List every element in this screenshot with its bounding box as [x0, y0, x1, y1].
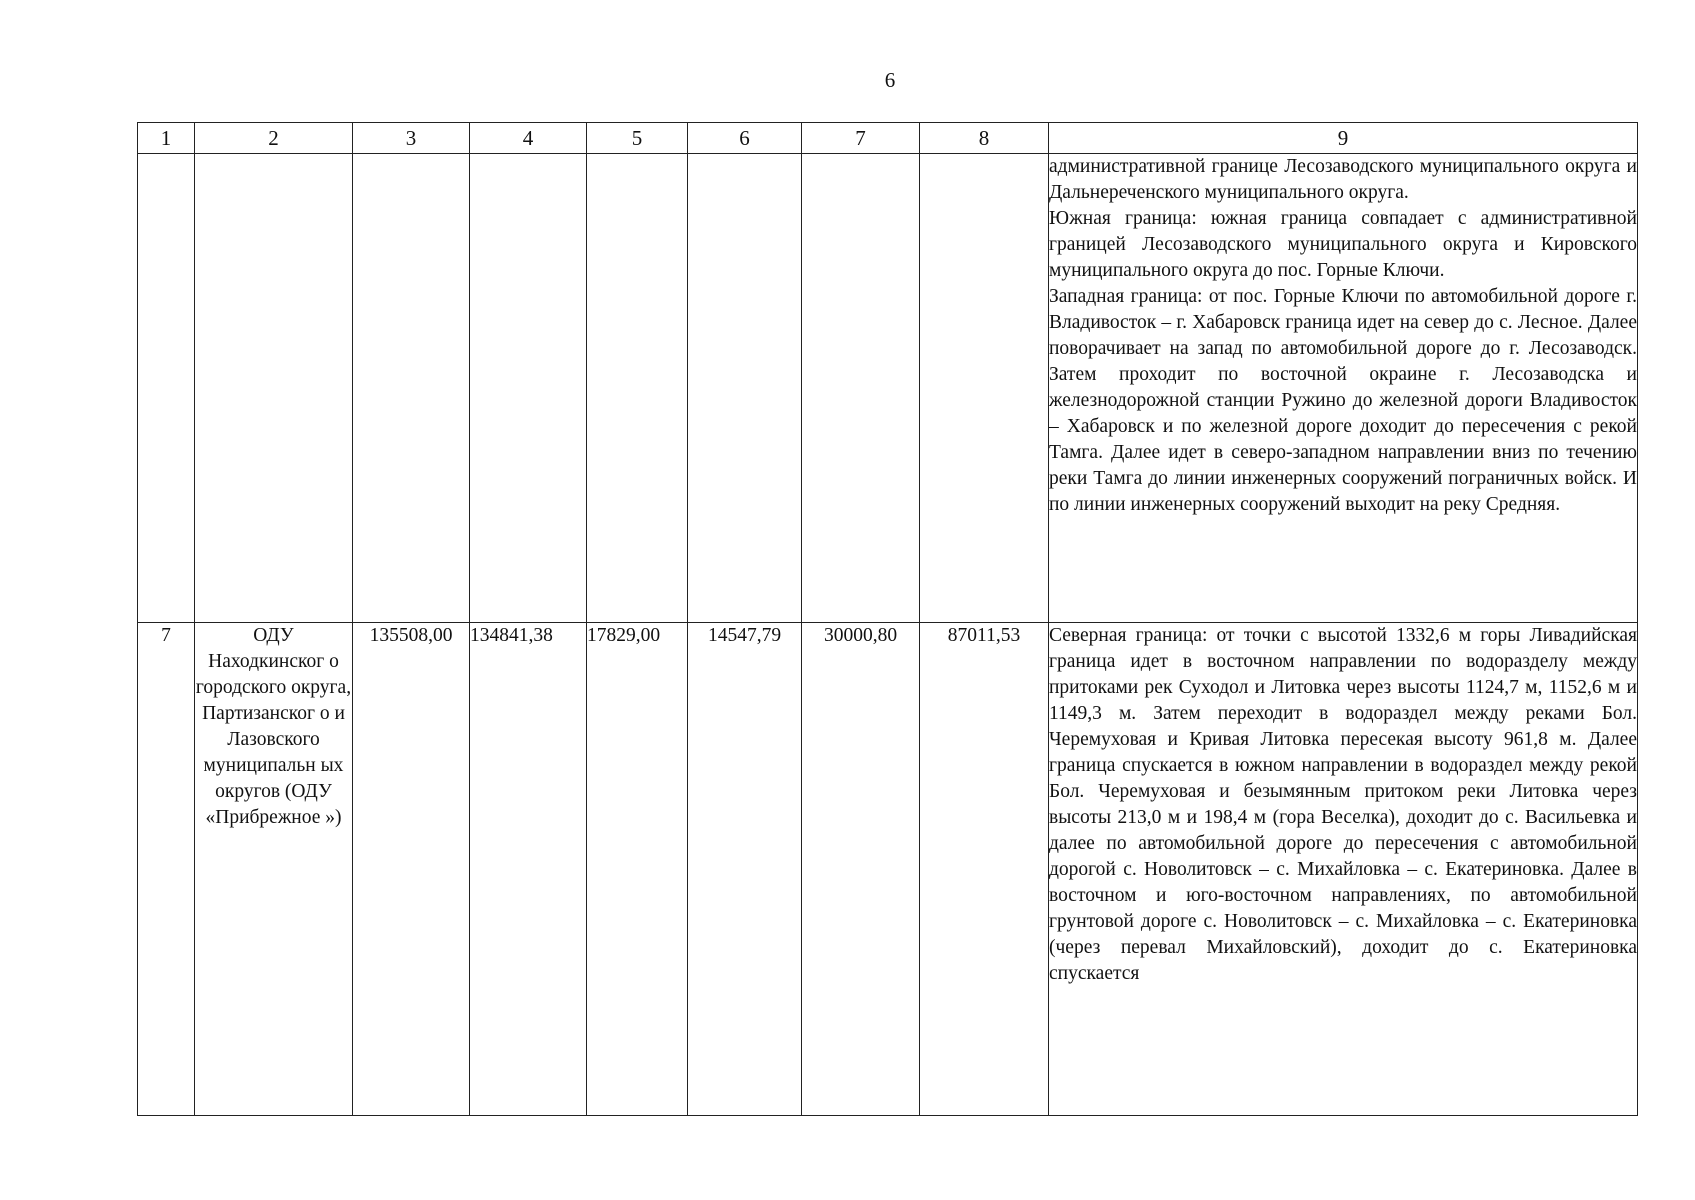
header-cell: 6	[688, 123, 802, 154]
value-cell	[470, 154, 587, 623]
boundary-description-cell	[1049, 154, 1638, 623]
value-cell	[353, 154, 470, 623]
boundary-description-cell	[1049, 623, 1638, 1116]
value-cell	[587, 154, 688, 623]
row-number-cell	[138, 154, 195, 623]
area-name-cell	[195, 154, 353, 623]
value-cell: 17829,00	[587, 623, 688, 1116]
value-cell: 30000,80	[802, 623, 920, 1116]
header-cell: 9	[1049, 123, 1638, 154]
boundary-paragraph: административной границе Лесозаводского муниципального округа и Дальнереченского муниципального округа.	[1049, 156, 1637, 203]
header-cell: 5	[587, 123, 688, 154]
table-row	[138, 623, 1638, 1116]
value-cell: 14547,79	[688, 623, 802, 1116]
page-number: 6	[884, 68, 896, 92]
value-cell: 87011,53	[920, 623, 1049, 1116]
row-number-cell: 7	[138, 623, 195, 1116]
west-boundary-paragraph: Западная граница: от пос. Горные Ключи по автомобильной дороге г. Владивосток – г. Хабаровск граница идет на север до с. Лесное. Далее поворачивает на запад по автомобильной дороге до г. Лесозаводск. Затем проходит по восточной окраине г. Лесозаводска и железнодорожной станции Ружино до железной дороги Владивосток – Хабаровск и по железной дороге доходит до пересечения с рекой Тамга. Далее идет в северо-западном направлении вниз по течению реки Тамга до линии инженерных сооружений пограничных войск. И по линии инженерных сооружений выходит на реку Средняя.	[1049, 286, 1637, 515]
table-row	[138, 154, 1638, 623]
header-row	[138, 123, 1638, 154]
header-cell: 4	[470, 123, 587, 154]
header-cell: 3	[353, 123, 470, 154]
value-cell	[802, 154, 920, 623]
header-cell: 8	[920, 123, 1049, 154]
north-boundary-paragraph: Северная граница: от точки с высотой 1332,6 м горы Ливадийская граница идет в восточном направлении по водоразделу между притоками рек Суходол и Литовка через высоты 1124,7 м, 1152,6 м и 1149,3 м. Затем переходит в водораздел между реками Бол. Черемуховая и Кривая Литовка пересекая высоту 961,8 м. Далее граница спускается в южном направлении в водораздел между рекой Бол. Черемуховая и безымянным притоком реки Литовка через высоты 213,0 м и 198,4 м (гора Веселка), доходит до с. Васильевка и далее по автомобильной дороге до пересечения с автомобильной дорогой с. Новолитовск – с. Михайловка – с. Екатериновка. Далее в восточном и юго-восточном направлениях, по автомобильной грунтовой дороге с. Новолитовск – с. Михайловка – с. Екатериновка (через перевал Михайловский), доходит до с. Екатериновка спускается	[1049, 625, 1637, 984]
area-name-cell: ОДУ Находкинског о городского округа, Партизанског о и Лазовского муниципальн ых округов (ОДУ «Прибрежное »)	[195, 623, 353, 1116]
header-cell: 7	[802, 123, 920, 154]
value-cell: 134841,38	[470, 623, 587, 1116]
value-cell	[688, 154, 802, 623]
header-cell: 2	[195, 123, 353, 154]
boundaries-table	[137, 122, 1638, 1116]
south-boundary-paragraph: Южная граница: южная граница совпадает с административной границей Лесозаводского муниципального округа и Кировского муниципального округа до пос. Горные Ключи.	[1049, 208, 1637, 281]
value-cell	[920, 154, 1049, 623]
header-cell: 1	[138, 123, 195, 154]
value-cell: 135508,00	[353, 623, 470, 1116]
